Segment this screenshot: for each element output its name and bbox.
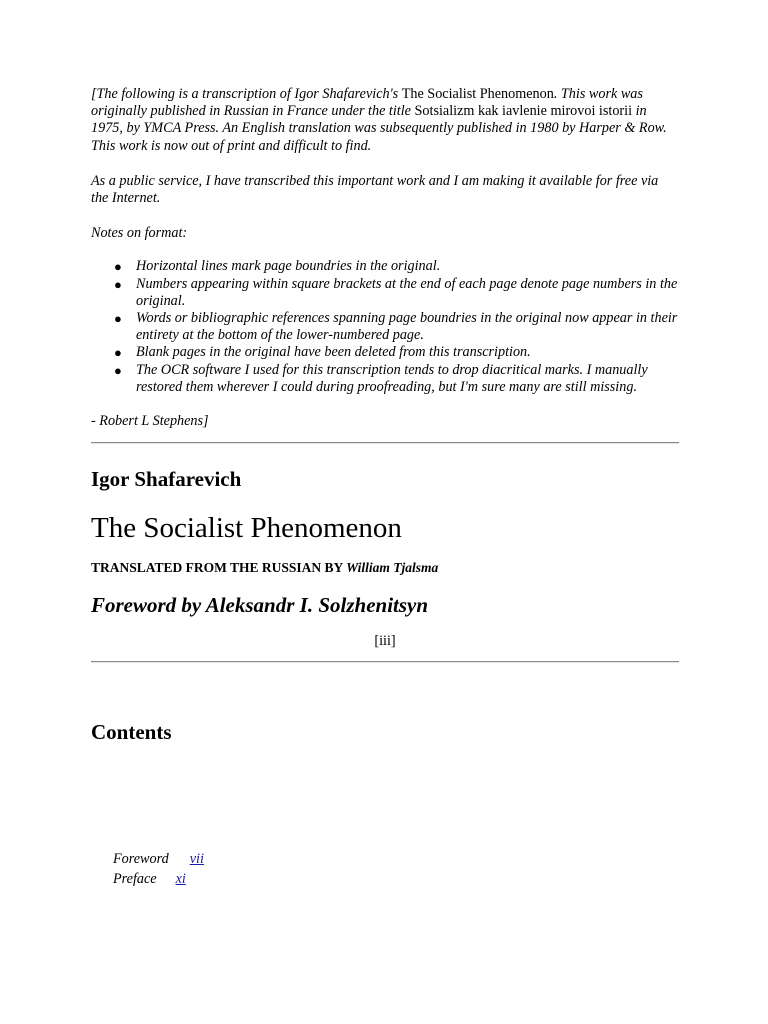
service-paragraph: As a public service, I have transcribed this important work and I am making it available for free via the Internet. <box>91 172 659 207</box>
page-boundary-divider <box>91 442 679 444</box>
foreword-credit: Foreword by Aleksandr I. Solzhenitsyn <box>91 593 429 618</box>
author-name: Igor Shafarevich <box>91 467 242 492</box>
list-item-text: Numbers appearing within square brackets at the end of each page denote page numbers in the original. <box>136 275 678 309</box>
list-item-text: Horizontal lines mark page boundries in the original. <box>136 258 441 275</box>
intro-paragraph <box>91 86 679 155</box>
intro-text: . This work was originally published in Russian in France under the title <box>91 86 643 120</box>
toc-entry-label: Preface <box>113 871 157 887</box>
document-body <box>91 86 679 745</box>
intro-text: in 1975, by YMCA Press. An English translation was subsequently published in 1980 by Harper & Row. This work is now out of print and difficult to find. <box>91 103 667 154</box>
toc-entry-label: Foreword <box>113 851 169 867</box>
list-item <box>114 344 679 361</box>
toc-entry-page-link[interactable]: vii <box>189 851 204 867</box>
contents-heading: Contents <box>91 720 172 745</box>
original-title-inline: Sotsializm kak iavlenie mirovoi istorii <box>414 103 633 120</box>
bullet-icon: ● <box>114 362 122 378</box>
toc-entry <box>113 849 204 869</box>
translator-line <box>91 559 679 576</box>
book-title: The Socialist Phenomenon <box>91 512 402 545</box>
bullet-icon: ● <box>114 311 122 327</box>
list-item <box>114 361 679 396</box>
list-item <box>114 258 679 275</box>
list-item <box>114 310 679 344</box>
table-of-contents <box>113 849 204 889</box>
book-title-inline: The Socialist Phenomenon <box>401 86 554 102</box>
page-boundary-divider <box>91 661 679 663</box>
format-notes-list <box>91 258 679 396</box>
translator-prefix: TRANSLATED FROM THE RUSSIAN BY <box>91 560 347 576</box>
list-item <box>114 275 679 310</box>
list-item-text: The OCR software I used for this transcription tends to drop diacritical marks. I manually restored them wherever I could during proofreading, but I'm sure many are still missing. <box>136 361 648 395</box>
bullet-icon: ● <box>114 259 122 275</box>
toc-entry <box>113 869 204 889</box>
list-item-text: Blank pages in the original have been deleted from this transcription. <box>136 344 531 361</box>
toc-entry-page-link[interactable]: xi <box>175 871 186 887</box>
format-notes-heading: Notes on format: <box>91 225 188 242</box>
signature: - Robert L Stephens] <box>91 413 209 430</box>
bullet-icon: ● <box>114 276 122 292</box>
translator-name: William Tjalsma <box>346 560 439 576</box>
intro-text: [The following is a transcription of Igor Shafarevich's <box>91 86 402 102</box>
bullet-icon: ● <box>114 345 122 361</box>
page-number: [iii] <box>374 633 396 650</box>
list-item-text: Words or bibliographic references spanning page boundries in the original now appear in their entirety at the bottom of the lower-numbered page. <box>136 310 678 344</box>
